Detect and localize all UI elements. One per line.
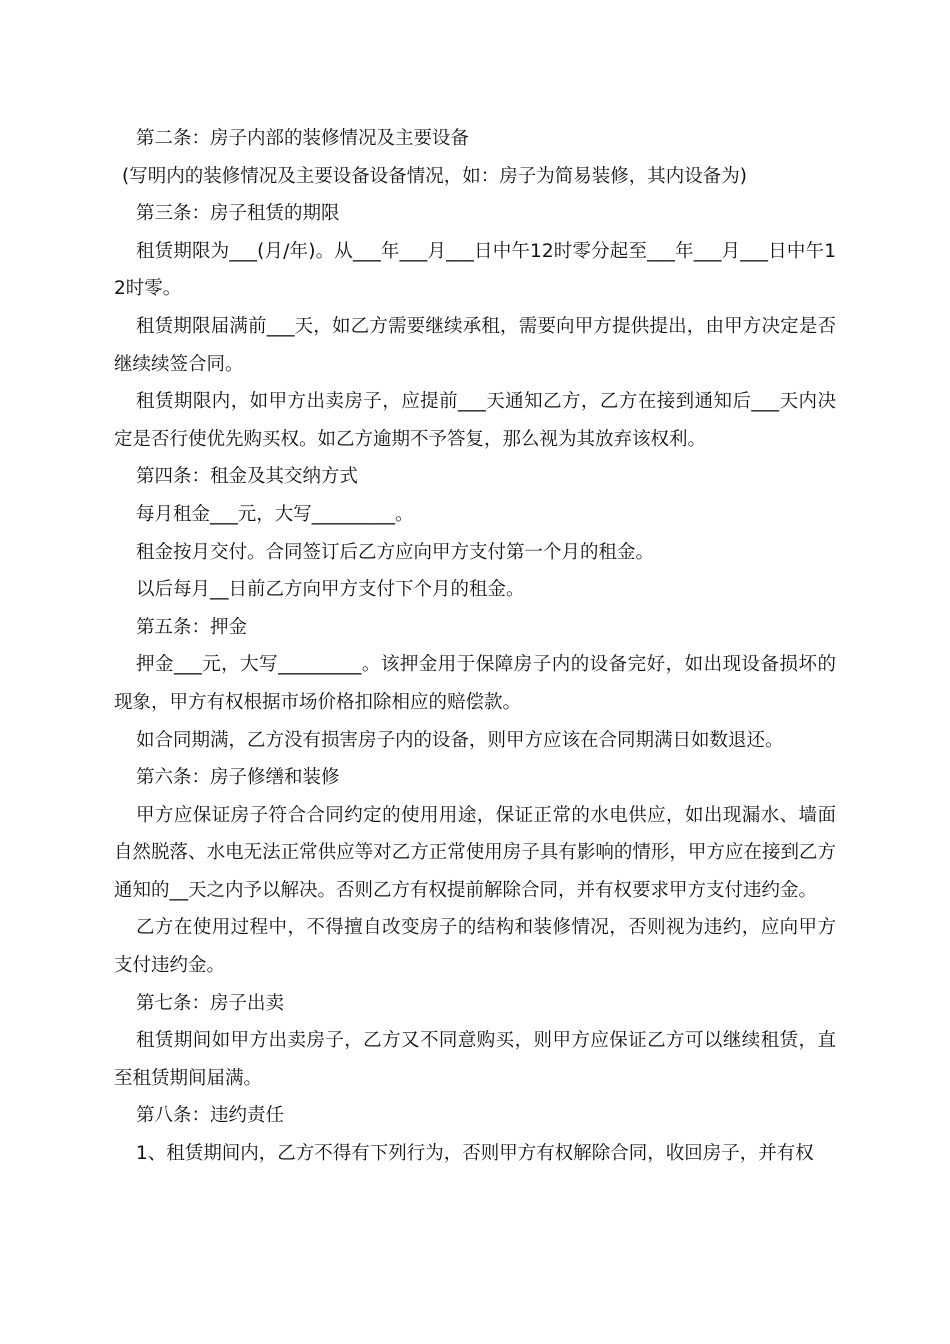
clause-paragraph: 租赁期限内，如甲方出卖房子，应提前___天通知乙方，乙方在接到通知后___天内决定是否行使优先购买权。如乙方逾期不予答复，那么视为其放弃该权利。 <box>114 391 836 450</box>
clause-heading-5: 第五条：押金 <box>136 616 248 638</box>
clause-paragraph: 甲方应保证房子符合合同约定的使用用途，保证正常的水电供应，如出现漏水、墙面自然脱落、水电无法正常供应等对乙方正常使用房子具有影响的情形，甲方应在接到乙方通知的__天之内予以解决。否则乙方有权提前解除合同，并有权要求甲方支付违约金。 <box>114 804 836 901</box>
clause-paragraph: 每月租金___元，大写_________。 <box>136 503 414 525</box>
clause-heading-7: 第七条：房子出卖 <box>136 992 285 1014</box>
clause-paragraph: 租赁期限为___(月/年)。从___年___月___日中午12时零分起至___年___月___日中午12时零。 <box>114 240 836 300</box>
clause-paragraph: 以后每月__日前乙方向甲方支付下个月的租金。 <box>136 579 525 601</box>
clause-paragraph: 1、租赁期间内，乙方不得有下列行为，否则甲方有权解除合同，收回房子，并有权 <box>136 1143 814 1165</box>
clause-paragraph: 租赁期限届满前___天，如乙方需要继续承租，需要向甲方提供提出，由甲方决定是否继续续签合同。 <box>114 315 836 375</box>
clause-heading-6: 第六条：房子修缮和装修 <box>136 767 340 789</box>
clause-paragraph: 租赁期间如甲方出卖房子，乙方又不同意购买，则甲方应保证乙方可以继续租赁，直至租赁期间届满。 <box>114 1030 836 1089</box>
clause-note: (写明内的装修情况及主要设备设备情况，如：房子为简易装修，其内设备为) <box>122 165 747 187</box>
document-page <box>114 120 836 1173</box>
clause-heading-4: 第四条：租金及其交纳方式 <box>136 466 359 488</box>
clause-heading-3: 第三条：房子租赁的期限 <box>136 203 340 225</box>
clause-heading-8: 第八条：违约责任 <box>136 1105 285 1127</box>
clause-paragraph: 押金___元，大写_________。该押金用于保障房子内的设备完好，如出现设备损坏的现象，甲方有权根据市场价格扣除相应的赔偿款。 <box>114 654 836 713</box>
clause-heading-2: 第二条：房子内部的装修情况及主要设备 <box>136 128 470 149</box>
clause-paragraph: 租金按月交付。合同签订后乙方应向甲方支付第一个月的租金。 <box>136 541 655 563</box>
clause-paragraph: 乙方在使用过程中，不得擅自改变房子的结构和装修情况，否则视为违约，应向甲方支付违约金。 <box>114 917 836 977</box>
clause-paragraph: 如合同期满，乙方没有损害房子内的设备，则甲方应该在合同期满日如数退还。 <box>136 729 784 751</box>
